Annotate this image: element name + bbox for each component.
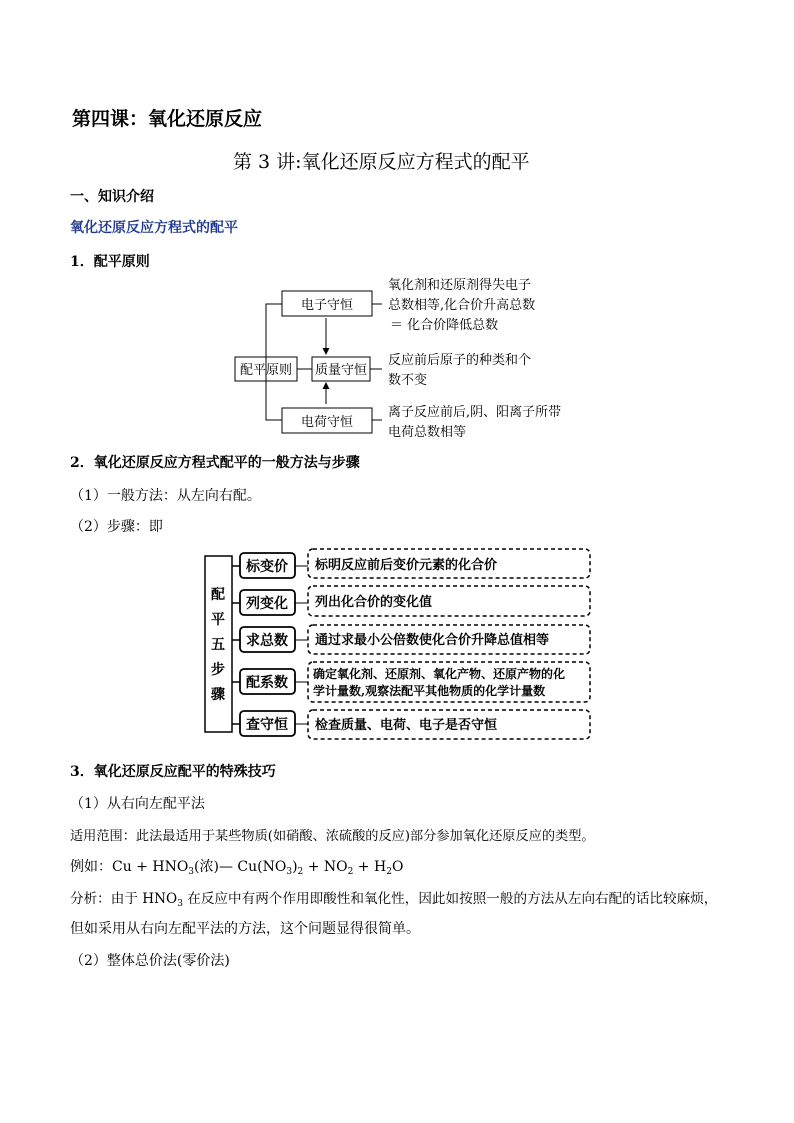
principles-heading: 1．配平原则 bbox=[70, 254, 150, 270]
principles-node-desc: 电荷总数相等 bbox=[388, 425, 467, 440]
topic-heading: 氧化还原反应方程式的配平 bbox=[70, 220, 238, 236]
principles-node-desc: 氧化剂和还原剂得失电子 bbox=[388, 278, 532, 293]
principles-node-label: 质量守恒 bbox=[314, 363, 368, 378]
lecture-title: 第 3 讲:氧化还原反应方程式的配平 bbox=[233, 151, 530, 173]
step-desc: 标明反应前后变价元素的化合价 bbox=[315, 558, 498, 573]
step-label: 列变化 bbox=[246, 596, 288, 612]
tricks-heading: 3．氧化还原反应配平的特殊技巧 bbox=[70, 764, 276, 780]
step-desc: 检查质量、电荷、电子是否守恒 bbox=[315, 718, 498, 733]
analysis-line-2: 但如采用从右向左配平法的方法，这个问题显得很简单。 bbox=[70, 921, 420, 937]
principles-node-desc: 反应前后原子的种类和个 bbox=[388, 353, 532, 368]
five-steps-root-char: 平 bbox=[211, 612, 225, 628]
methods-heading: 2．氧化还原反应方程式配平的一般方法与步骤 bbox=[70, 455, 360, 471]
section-heading-knowledge: 一、知识介绍 bbox=[70, 189, 154, 205]
principles-node-desc: ＝ 化合价降低总数 bbox=[390, 318, 499, 333]
example-line bbox=[70, 856, 403, 876]
lesson-title: 第四课：氧化还原反应 bbox=[72, 108, 263, 130]
steps-intro: （2）步骤：即 bbox=[70, 519, 163, 535]
example-prefix: 例如： bbox=[70, 859, 112, 875]
step-label: 查守恒 bbox=[246, 717, 288, 733]
method-zero-valence: （2）整体总价法(零价法) bbox=[70, 953, 230, 969]
five-steps-root-char: 步 bbox=[211, 662, 225, 678]
principles-root-label: 配平原则 bbox=[239, 363, 293, 378]
principles-node-desc: 总数相等,化合价升高总数 bbox=[388, 298, 536, 313]
step-desc: 学计量数,观察法配平其他物质的化学计量数 bbox=[313, 684, 546, 698]
principles-node-label: 电荷守恒 bbox=[300, 415, 354, 430]
analysis-line-1: 分析：由于 $HNO_3$ 在反应中有两个作用即酸性和氧化性，因此如按照一般的方法从左向右配的话比较麻烦， bbox=[70, 891, 718, 909]
five-steps-root-char: 骤 bbox=[211, 687, 225, 703]
principles-node-desc: 离子反应前后,阴、阳离子所带 bbox=[388, 405, 562, 420]
principles-node-desc: 数不变 bbox=[388, 373, 428, 388]
step-desc: 通过求最小公倍数使化合价升降总值相等 bbox=[315, 633, 550, 648]
general-method: （1）一般方法：从左向右配。 bbox=[70, 488, 261, 504]
five-steps-root-char: 配 bbox=[211, 587, 225, 603]
method-right-to-left: （1）从右向左配平法 bbox=[70, 796, 205, 812]
equation: $Cu + HNO_3$(浓)— $Cu(NO_3)_2 + NO_2 + H_2O$ bbox=[112, 859, 404, 877]
step-label: 标变价 bbox=[246, 559, 288, 575]
step-desc: 列出化合价的变化值 bbox=[315, 595, 433, 610]
five-steps-root-char: 五 bbox=[211, 637, 225, 653]
scope-text: 适用范围：此法最适用于某些物质(如硝酸、浓硫酸的反应)部分参加氧化还原反应的类型。 bbox=[70, 829, 595, 844]
step-label: 求总数 bbox=[246, 633, 288, 649]
step-desc: 确定氧化剂、还原剂、氧化产物、还原产物的化 bbox=[313, 667, 566, 681]
step-label: 配系数 bbox=[246, 675, 288, 691]
principles-node-label: 电子守恒 bbox=[300, 298, 354, 313]
